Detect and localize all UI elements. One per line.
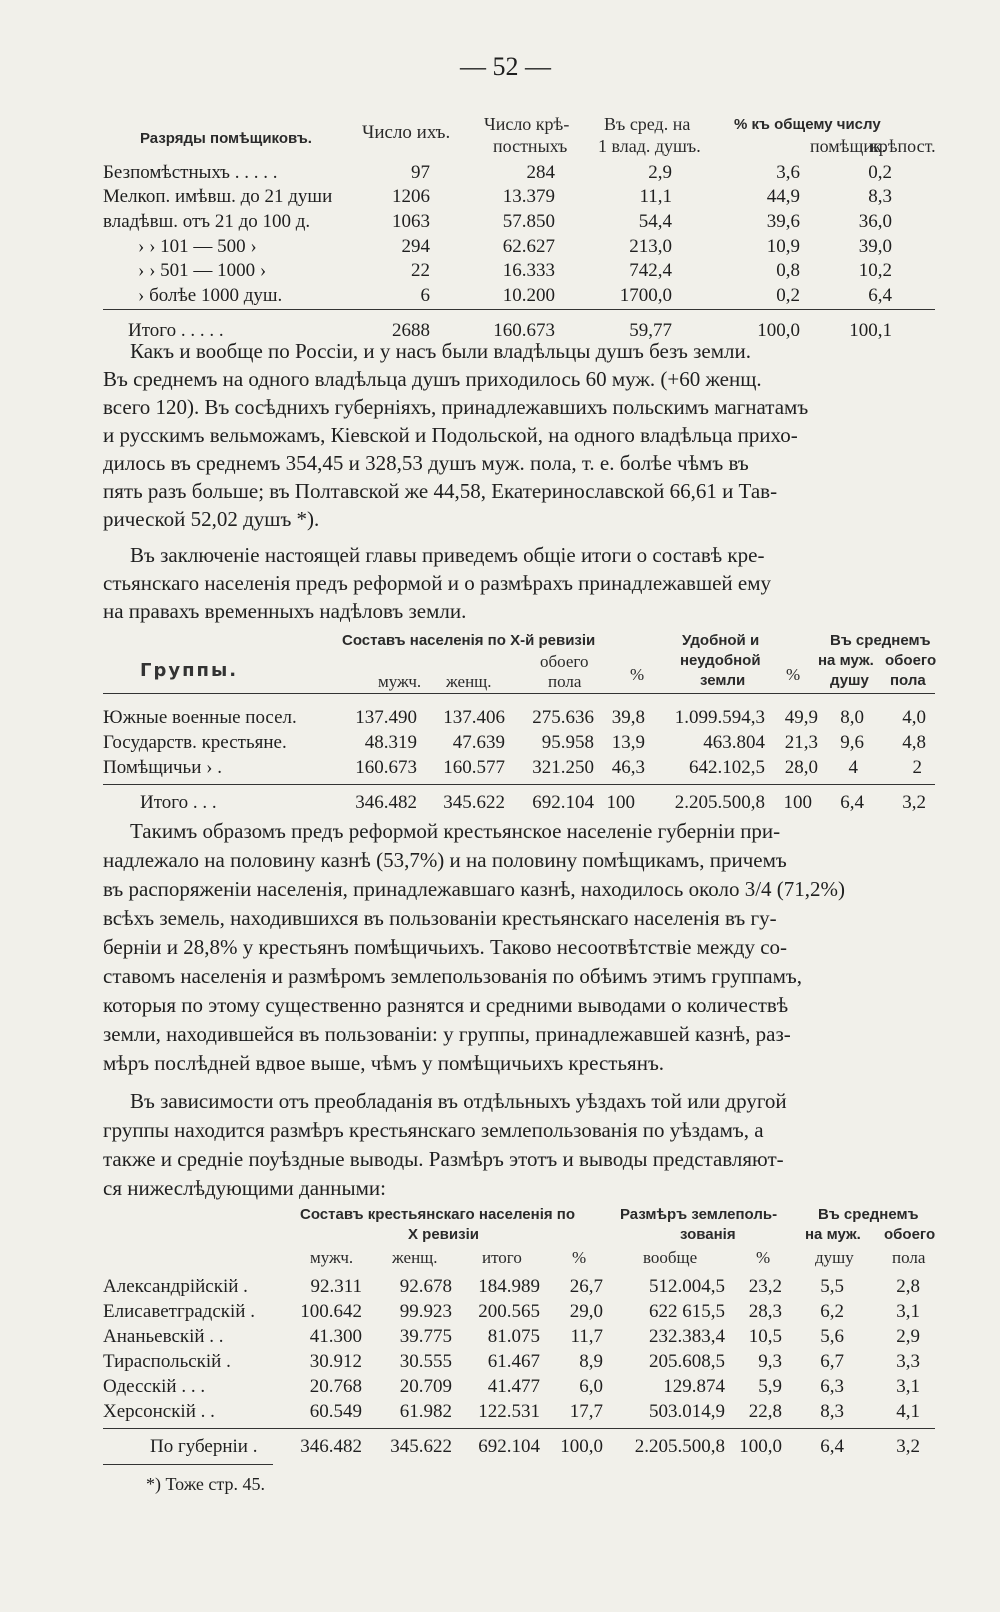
header-land-line1: Размѣръ землеполь-: [620, 1206, 778, 1223]
row-label: Херсонскій . .: [103, 1401, 215, 1422]
text-line: также и средніе поуѣздные выводы. Размѣръ этотъ и выводы представляют-: [103, 1147, 784, 1171]
text-line: ставомъ населенія и размѣромъ землепользованія по обѣимъ этимъ группамъ,: [103, 964, 802, 988]
text-line: которыя по этому существенно разнятся и средними выводами о количествѣ: [103, 993, 789, 1017]
row-serfs: 16.333: [502, 260, 555, 281]
header-avg-male: на муж.: [805, 1226, 861, 1243]
total-label: Итого . . . . .: [128, 320, 224, 341]
row-serfs: 13.379: [502, 186, 555, 207]
row-serfs: 62.627: [502, 236, 555, 257]
row-pct: 26,7: [569, 1276, 603, 1297]
row-label: Государств. крестьяне.: [103, 732, 287, 753]
row-land-pct: 21,3: [784, 732, 818, 753]
row-land: 512.004,5: [649, 1276, 725, 1297]
row-male: 20.768: [309, 1376, 362, 1397]
row-pct: 8,9: [579, 1351, 603, 1372]
header-avg-male-2: душу: [830, 672, 869, 689]
total-female: 345.622: [390, 1436, 452, 1457]
row-land-pct: 5,9: [758, 1376, 782, 1397]
row-label: › › 501 — 1000 ›: [138, 260, 267, 281]
row-serfs: 57.850: [502, 211, 555, 232]
header-land-line1: Удобной и: [682, 632, 760, 649]
header-male: мужч.: [378, 672, 422, 691]
text-line: надлежало на половину казнѣ (53,7%) и на половину помѣщикамъ, причемъ: [103, 848, 787, 872]
row-pct: 13,9: [611, 732, 645, 753]
row-pct-owners: 44,9: [766, 186, 800, 207]
row-total: 81.075: [487, 1326, 540, 1347]
row-land: 1.099.594,3: [674, 707, 765, 728]
total-male: 346.482: [300, 1436, 362, 1457]
header-avg-line2: 1 влад. душъ.: [598, 136, 701, 156]
row-pct: 29,0: [569, 1301, 603, 1322]
row-land: 205.608,5: [649, 1351, 725, 1372]
row-avg-both: 4,1: [896, 1401, 920, 1422]
row-label: Безпомѣстныхъ . . . . .: [103, 162, 278, 183]
header-land-line3: земли: [700, 672, 746, 689]
row-avg-both: 3,1: [896, 1301, 920, 1322]
row-land-pct: 28,0: [784, 757, 818, 778]
text-line: группы находится размѣръ крестьянскаго землепользованія по уѣздамъ, а: [103, 1118, 764, 1142]
row-pct-serfs: 10,2: [858, 260, 892, 281]
row-avg: 213,0: [629, 236, 672, 257]
row-female: 30.555: [399, 1351, 452, 1372]
total-serfs: 160.673: [493, 320, 555, 341]
row-avg-both: 4,8: [902, 732, 926, 753]
header-avg-male: на муж.: [818, 652, 874, 669]
row-label: Южные военные посел.: [103, 707, 297, 728]
row-total: 61.467: [487, 1351, 540, 1372]
row-land-pct: 23,2: [748, 1276, 782, 1297]
row-avg-both: 2: [912, 757, 922, 778]
header-both-line1: обоего: [540, 652, 589, 671]
row-pct-owners: 39,6: [766, 211, 800, 232]
header-pct: %: [630, 665, 645, 684]
row-avg-both: 4,0: [902, 707, 926, 728]
row-label: › › 101 — 500 ›: [138, 236, 257, 257]
text-line: дилось въ среднемъ 354,45 и 328,53 душъ муж. пола, т. е. болѣе чѣмъ въ: [103, 451, 749, 475]
total-avg: 59,77: [629, 320, 672, 341]
row-avg-male: 8,0: [840, 707, 864, 728]
row-land-pct: 28,3: [748, 1301, 782, 1322]
row-serfs: 284: [526, 162, 555, 183]
footnote: *) Тоже стр. 45.: [146, 1474, 265, 1494]
row-count: 1206: [392, 186, 430, 207]
header-pct-line1: % къ общему числу: [734, 116, 881, 133]
row-label: Александрійскій .: [103, 1276, 248, 1297]
row-avg-male: 5,5: [820, 1276, 844, 1297]
total-avg-male: 6,4: [820, 1436, 844, 1457]
page-number: — 52 —: [460, 52, 551, 81]
text-line: всего 120). Въ сосѣднихъ губерніяхъ, принадлежавшихъ польскимъ магнатамъ: [103, 395, 809, 419]
total-pct-serfs: 100,1: [849, 320, 892, 341]
row-total: 200.565: [478, 1301, 540, 1322]
row-avg: 54,4: [638, 211, 672, 232]
row-pct-serfs: 0,2: [868, 162, 892, 183]
header-population: Составъ населенія по X-й ревизіи: [342, 632, 596, 649]
text-line: всѣхъ земель, находившихся въ пользованіи крестьянскаго населенія въ гу-: [103, 906, 777, 930]
row-pct: 46,3: [611, 757, 645, 778]
text-line: стьянскаго населенія предъ реформой и о размѣрахъ принадлежавшей ему: [103, 571, 772, 595]
row-count: 6: [420, 285, 430, 306]
row-serfs: 10.200: [502, 285, 555, 306]
header-avg-both-2: пола: [892, 1248, 926, 1267]
text-line: Такимъ образомъ предъ реформой крестьянское населеніе губерніи при-: [130, 819, 781, 843]
header-land-pct: %: [756, 1248, 771, 1267]
header-category: Разряды помѣщиковъ.: [140, 130, 312, 147]
table-divider: [103, 784, 935, 785]
row-avg: 11,1: [639, 186, 672, 207]
row-avg-male: 6,7: [820, 1351, 844, 1372]
header-female: женщ.: [392, 1248, 438, 1267]
row-both: 95.958: [541, 732, 594, 753]
row-female: 99.923: [399, 1301, 452, 1322]
row-label: › болѣе 1000 душ.: [138, 285, 283, 306]
row-label: Елисаветградскій .: [103, 1301, 255, 1322]
total-total: 692.104: [478, 1436, 540, 1457]
header-population-line2: X ревизіи: [408, 1226, 479, 1243]
row-land: 232.383,4: [649, 1326, 725, 1347]
row-pct-serfs: 6,4: [868, 285, 892, 306]
header-serfs-line1: Число крѣ-: [484, 114, 570, 134]
total-land-pct: 100: [783, 792, 812, 813]
header-serfs-line2: постныхъ: [493, 136, 568, 156]
total-pct: 100: [606, 792, 635, 813]
total-avg-male: 6,4: [840, 792, 864, 813]
row-male: 48.319: [364, 732, 417, 753]
header-total: итого: [482, 1248, 522, 1267]
total-land: 2.205.500,8: [634, 1436, 725, 1457]
total-land: 2.205.500,8: [674, 792, 765, 813]
total-avg-both: 3,2: [902, 792, 926, 813]
header-count: Число ихъ.: [362, 122, 451, 143]
row-avg: 1700,0: [619, 285, 672, 306]
row-avg-both: 2,8: [896, 1276, 920, 1297]
total-label: Итого . . .: [140, 792, 217, 813]
row-count: 1063: [392, 211, 430, 232]
header-avg-line1: Въ сред. на: [604, 114, 691, 134]
header-pct-owners: помѣщик.: [810, 136, 887, 156]
table-divider: [103, 693, 935, 694]
row-pct-serfs: 39,0: [858, 236, 892, 257]
row-land: 463.804: [703, 732, 765, 753]
row-land-pct: 9,3: [758, 1351, 782, 1372]
row-male: 100.642: [300, 1301, 362, 1322]
row-male: 137.490: [355, 707, 417, 728]
header-groups: Группы.: [140, 660, 239, 681]
row-pct: 11,7: [570, 1326, 603, 1347]
row-avg-male: 5,6: [820, 1326, 844, 1347]
text-line: на правахъ временныхъ надѣловъ земли.: [103, 599, 467, 623]
header-pct-serfs: крѣпост.: [870, 136, 936, 156]
row-pct-serfs: 8,3: [868, 186, 892, 207]
total-male: 346.482: [355, 792, 417, 813]
row-count: 294: [401, 236, 430, 257]
row-female: 160.577: [443, 757, 505, 778]
row-female: 137.406: [443, 707, 505, 728]
header-male: мужч.: [310, 1248, 354, 1267]
header-land-line2: неудобной: [680, 652, 761, 669]
header-avg: Въ среднемъ: [830, 632, 931, 649]
row-pct-owners: 10,9: [766, 236, 800, 257]
row-avg: 2,9: [648, 162, 672, 183]
row-pct-owners: 0,8: [776, 260, 800, 281]
header-avg-both-2: пола: [890, 672, 926, 689]
row-total: 41.477: [487, 1376, 540, 1397]
row-female: 20.709: [399, 1376, 452, 1397]
row-male: 30.912: [309, 1351, 362, 1372]
row-label: Одесскій . . .: [103, 1376, 206, 1397]
header-both-line2: пола: [548, 672, 582, 691]
header-avg: Въ среднемъ: [818, 1206, 919, 1223]
row-female: 61.982: [399, 1401, 452, 1422]
total-both: 692.104: [532, 792, 594, 813]
row-pct-serfs: 36,0: [858, 211, 892, 232]
row-land-pct: 10,5: [748, 1326, 782, 1347]
row-male: 60.549: [309, 1401, 362, 1422]
text-line: ся нижеслѣдующими данными:: [103, 1176, 386, 1200]
header-avg-male-2: душу: [815, 1248, 854, 1267]
row-land: 129.874: [663, 1376, 725, 1397]
text-line: въ распоряженіи населенія, принадлежавшаго казнѣ, находилось около 3/4 (71,2%): [103, 877, 846, 901]
row-avg-both: 2,9: [896, 1326, 920, 1347]
row-avg: 742,4: [629, 260, 672, 281]
row-avg-both: 3,3: [896, 1351, 920, 1372]
total-land-pct: 100,0: [739, 1436, 782, 1457]
text-line: рической 52,02 душъ *).: [103, 507, 320, 531]
row-land-pct: 22,8: [748, 1401, 782, 1422]
row-pct: 6,0: [579, 1376, 603, 1397]
row-count: 22: [411, 260, 430, 281]
row-label: Ананьевскій . .: [103, 1326, 224, 1347]
table-divider: [103, 1428, 935, 1429]
total-pct-owners: 100,0: [757, 320, 800, 341]
total-label: По губерніи .: [150, 1436, 258, 1457]
row-avg-male: 9,6: [840, 732, 864, 753]
row-land: 503.014,9: [649, 1401, 725, 1422]
row-both: 321.250: [532, 757, 594, 778]
text-line: земли, находившейся въ пользованіи: у группы, принадлежавшей казнѣ, раз-: [103, 1022, 791, 1046]
row-count: 97: [411, 162, 430, 183]
row-avg-male: 8,3: [820, 1401, 844, 1422]
row-male: 160.673: [355, 757, 417, 778]
header-land-pct: %: [786, 665, 801, 684]
total-avg-both: 3,2: [896, 1436, 920, 1457]
header-avg-both: обоего: [885, 652, 937, 669]
text-line: и русскимъ вельможамъ, Кіевской и Подольской, на одного владѣльца прихо-: [103, 423, 798, 447]
row-male: 92.311: [310, 1276, 362, 1297]
row-land: 642.102,5: [689, 757, 765, 778]
row-male: 41.300: [309, 1326, 362, 1347]
footnote-rule: [103, 1464, 273, 1465]
header-avg-both: обоего: [884, 1226, 936, 1243]
row-label: Тираспольскій .: [103, 1351, 231, 1372]
row-female: 47.639: [452, 732, 505, 753]
header-pct: %: [572, 1248, 587, 1267]
text-line: мѣръ послѣдней вдвое выше, чѣмъ у помѣщичьихъ крестьянъ.: [103, 1051, 665, 1075]
text-line: Въ заключеніе настоящей главы приведемъ общіе итоги о составѣ кре-: [130, 543, 765, 567]
row-total: 122.531: [478, 1401, 540, 1422]
total-female: 345.622: [443, 792, 505, 813]
text-line: Въ среднемъ на одного владѣльца душъ приходилось 60 муж. (+60 женщ.: [103, 367, 762, 391]
text-line: пять разъ больше; въ Полтавской же 44,58, Екатеринославской 66,61 и Тав-: [103, 479, 778, 503]
row-pct: 39,8: [611, 707, 645, 728]
text-line: берніи и 28,8% у крестьянъ помѣщичьихъ. Таково несоотвѣтствіе между со-: [103, 935, 788, 959]
row-avg-male: 4: [848, 757, 858, 778]
row-land: 622 615,5: [649, 1301, 725, 1322]
row-label: владѣвш. отъ 21 до 100 д.: [103, 211, 311, 232]
row-land-pct: 49,9: [784, 707, 818, 728]
row-avg-male: 6,3: [820, 1376, 844, 1397]
header-population-line1: Составъ крестьянскаго населенія по: [300, 1206, 576, 1223]
table-divider: [103, 309, 935, 310]
header-land-line3: вообще: [643, 1248, 698, 1267]
row-pct: 17,7: [569, 1401, 603, 1422]
row-total: 184.989: [478, 1276, 540, 1297]
row-label: Мелкоп. имѣвш. до 21 души: [103, 186, 333, 207]
header-female: женщ.: [446, 672, 492, 691]
row-pct-owners: 0,2: [776, 285, 800, 306]
row-label: Помѣщичьи › .: [103, 757, 222, 778]
total-count: 2688: [392, 320, 430, 341]
row-pct-owners: 3,6: [776, 162, 800, 183]
row-female: 92.678: [399, 1276, 452, 1297]
row-both: 275.636: [532, 707, 594, 728]
row-avg-male: 6,2: [820, 1301, 844, 1322]
row-avg-both: 3,1: [896, 1376, 920, 1397]
text-line: Въ зависимости отъ преобладанія въ отдѣльныхъ уѣздахъ той или другой: [130, 1089, 787, 1113]
text-line: Какъ и вообще по Россіи, и у насъ были владѣльцы душъ безъ земли.: [130, 339, 751, 363]
header-land-line2: зованія: [680, 1226, 736, 1243]
total-pct: 100,0: [560, 1436, 603, 1457]
row-female: 39.775: [399, 1326, 452, 1347]
